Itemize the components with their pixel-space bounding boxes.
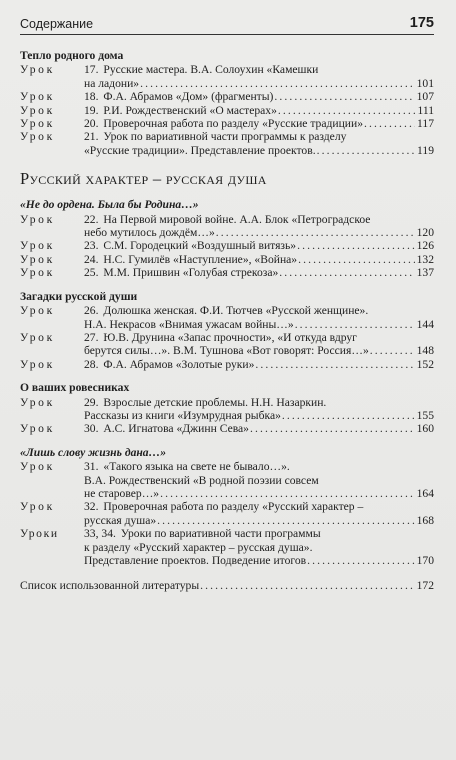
table-of-contents (20, 49, 434, 593)
lesson-number: 26. (84, 304, 99, 318)
entry-text (84, 514, 156, 527)
toc-line (84, 77, 434, 90)
entry-page-number: 144 (416, 317, 434, 331)
lesson-entry (20, 253, 434, 266)
dot-leader (364, 117, 415, 130)
toc-line (84, 144, 434, 157)
entry-text (84, 422, 249, 435)
dot-leader (250, 422, 415, 435)
toc-line (84, 474, 434, 487)
entry-line-text: русская душа» (84, 513, 157, 527)
entry-text (84, 253, 297, 266)
toc-line (84, 527, 434, 540)
toc-line (20, 579, 434, 592)
entry-text (84, 331, 357, 344)
entry-line-text: Проверочная работа по разделу «Русский характер – (103, 500, 364, 514)
lesson-number: 32. (84, 500, 99, 514)
toc-line (84, 304, 434, 317)
entry-page-number: 111 (417, 103, 434, 117)
entry-text (84, 541, 313, 554)
entry-page-number: 119 (417, 143, 434, 157)
lesson-label: Урок (20, 117, 55, 131)
entry-line-text: На Первой мировой войне. А.А. Блок «Петроградское (103, 212, 371, 226)
lesson-entry (20, 90, 434, 103)
entry-text (84, 117, 363, 130)
entry-text (84, 358, 254, 371)
lesson-entry (20, 358, 434, 371)
lesson-label: Урок (20, 266, 55, 280)
entry-text (84, 554, 306, 567)
lesson-number: 22. (84, 212, 99, 226)
toc-line (84, 331, 434, 344)
entry-text (84, 104, 277, 117)
entry-line-text: Рассказы из книги «Изумрудная рыбка» (84, 408, 281, 422)
toc-line (84, 460, 434, 473)
lesson-label: Урок (20, 90, 55, 104)
entry-line-text: Ю.В. Друнина «Запас прочности», «И откуда вдруг (103, 330, 357, 344)
toc-line (84, 500, 434, 513)
entry-line-text: Н.А. Некрасов «Внимая ужасам войны…» (84, 317, 294, 331)
part-title: Русский характер – русская душа (20, 169, 267, 189)
entry-text (84, 63, 318, 76)
entry-page-number: 132 (416, 252, 434, 266)
entry-page-number: 170 (416, 554, 434, 567)
entry-line-text: С.М. Городецкий «Воздушный витязь» (103, 239, 297, 253)
entry-page-number: 126 (416, 239, 434, 253)
toc-line (84, 541, 434, 554)
toc-line (84, 213, 434, 226)
toc-line (84, 90, 434, 103)
entry-line-text: на ладони» (84, 76, 140, 90)
entry-page-number: 164 (416, 486, 434, 500)
toc-line (84, 226, 434, 239)
section-title: «Лишь слову жизнь дана…» (20, 445, 166, 459)
toc-line (84, 318, 434, 331)
lesson-label: Урок (20, 130, 55, 144)
entry-line-text: Ф.А. Абрамов «Дом» (фрагменты) (103, 90, 274, 104)
lesson-label: Урок (20, 212, 55, 226)
toc-line (84, 514, 434, 527)
bibliography-entry (20, 579, 434, 592)
toc-line (84, 409, 434, 422)
page-number: 175 (409, 15, 434, 31)
toc-line (84, 117, 434, 130)
entry-text (84, 213, 370, 226)
entry-line-text: Уроки по вариативной части программы (120, 527, 321, 541)
section-title: Загадки русской души (20, 289, 138, 303)
entry-line-text: Р.И. Рождественский «О мастерах» (103, 103, 277, 117)
dot-leader (307, 554, 415, 567)
toc-section (20, 290, 434, 371)
entry-page-number: 117 (417, 117, 434, 131)
lesson-entry (20, 213, 434, 240)
toc-line (84, 130, 434, 143)
toc-line (84, 63, 434, 76)
lesson-number: 29. (84, 395, 99, 409)
section-title: Тепло родного дома (20, 49, 124, 62)
dot-leader (297, 239, 415, 252)
lesson-number: 27. (84, 330, 99, 344)
lesson-number: 31. (84, 460, 99, 474)
lesson-entry (20, 304, 434, 331)
toc-line (84, 422, 434, 435)
entry-text (84, 344, 369, 357)
section-title: «Не до ордена. Была бы Родина…» (20, 198, 199, 212)
lesson-entry (20, 130, 434, 157)
lesson-label: Урок (20, 103, 55, 117)
entry-page-number: 155 (416, 408, 434, 422)
dot-leader (278, 104, 415, 117)
dot-leader (200, 579, 415, 592)
toc-line (84, 266, 434, 279)
dot-leader (279, 266, 415, 279)
entry-line-text: Взрослые детские проблемы. Н.Н. Назаркин. (103, 395, 327, 409)
lesson-number: 20. (84, 117, 99, 131)
toc-line (84, 487, 434, 500)
entry-page-number: 172 (416, 579, 434, 593)
lesson-number: 21. (84, 130, 99, 144)
lesson-number: 28. (84, 357, 99, 371)
entry-line-text: берутся силы…». В.М. Тушнова «Вот говорят: Россия…» (84, 344, 369, 358)
lesson-label: Урок (20, 304, 55, 318)
entry-page-number: 160 (416, 422, 434, 436)
entry-page-number: 152 (416, 357, 434, 371)
dot-leader (295, 318, 415, 331)
entry-text (84, 460, 290, 473)
toc-line (84, 344, 434, 357)
toc-line (84, 253, 434, 266)
lesson-label: Урок (20, 500, 55, 514)
section-title: О ваших ровесниках (20, 381, 130, 395)
dot-leader (274, 90, 415, 103)
dot-leader (140, 77, 415, 90)
lesson-number: 19. (84, 103, 99, 117)
lesson-label: Уроки (20, 527, 59, 541)
toc-line (84, 104, 434, 117)
lesson-entry (20, 63, 434, 90)
entry-page-number: 120 (416, 226, 434, 240)
entry-text (84, 474, 319, 487)
toc-line (84, 239, 434, 252)
lesson-entry (20, 104, 434, 117)
lesson-entry (20, 460, 434, 500)
entry-line-text: к разделу «Русский характер – русская душа». (84, 540, 313, 554)
entry-text (84, 130, 346, 143)
dot-leader (160, 487, 415, 500)
entry-text (84, 304, 368, 317)
toc-section (20, 198, 434, 279)
lesson-entry (20, 396, 434, 423)
lesson-label: Урок (20, 460, 55, 474)
entry-page-number: 168 (416, 513, 434, 527)
entry-line-text: не старовер…» (84, 486, 160, 500)
entry-text: Список использованной литературы (20, 579, 200, 593)
entry-text (84, 90, 273, 103)
lesson-label: Урок (20, 63, 55, 77)
dot-leader (216, 226, 415, 239)
lesson-entry (20, 422, 434, 435)
dot-leader (157, 514, 415, 527)
entry-text (84, 409, 281, 422)
lesson-entry (20, 500, 434, 527)
dot-leader (255, 358, 415, 371)
lesson-label: Урок (20, 330, 55, 344)
entry-page-number: 107 (416, 90, 434, 104)
entry-line-text: Н.С. Гумилёв «Наступление», «Война» (103, 252, 298, 266)
entry-line-text: Проверочная работа по разделу «Русские традиции» (103, 117, 363, 131)
running-header (20, 0, 434, 35)
lesson-number: 24. (84, 252, 99, 266)
entry-text (84, 396, 326, 409)
toc-line (84, 554, 434, 567)
entry-line-text: М.М. Пришвин «Голубая стрекоза» (103, 266, 279, 280)
entry-text (84, 144, 316, 157)
entry-text (84, 77, 139, 90)
entry-line-text: «Русские традиции». Представление проектов. (84, 143, 316, 157)
entry-line-text: Ф.А. Абрамов «Золотые руки» (103, 357, 255, 371)
running-title: Содержание (20, 17, 94, 31)
lesson-number: 23. (84, 239, 99, 253)
entry-line-text: В.А. Рождественский «В родной поэзии совсем (84, 473, 319, 487)
entry-page-number: 137 (416, 266, 434, 280)
entry-line-text: Урок по вариативной части программы к разделу (103, 130, 347, 144)
entry-line-text: А.С. Игнатова «Джинн Сева» (103, 422, 249, 436)
lesson-entry (20, 266, 434, 279)
entry-line-text: «Такого языка на свете не бывало…». (103, 460, 290, 474)
lesson-label: Урок (20, 252, 55, 266)
toc-section (20, 446, 434, 568)
entry-text (84, 527, 321, 540)
lesson-entry (20, 527, 434, 567)
lesson-label: Урок (20, 395, 55, 409)
toc-section (20, 381, 434, 436)
lesson-label: Урок (20, 357, 55, 371)
lesson-entry (20, 331, 434, 358)
entry-line-text: небо мутилось дождём…» (84, 226, 215, 240)
lesson-number: 25. (84, 266, 99, 280)
dot-leader (370, 344, 415, 357)
dot-leader (317, 144, 415, 157)
entry-page-number: 148 (416, 344, 434, 358)
entry-text (84, 239, 296, 252)
lesson-label: Урок (20, 422, 55, 436)
entry-text (84, 266, 278, 279)
lesson-entry (20, 239, 434, 252)
lesson-entry (20, 117, 434, 130)
lesson-number: 30. (84, 422, 99, 436)
dot-leader (282, 409, 415, 422)
entry-line-text: Представление проектов. Подведение итогов (84, 554, 307, 567)
toc-section (20, 49, 434, 157)
lesson-number: 33, 34. (84, 527, 116, 541)
entry-line-text: Долюшка женская. Ф.И. Тютчев «Русской женщине». (103, 304, 369, 318)
dot-leader (298, 253, 415, 266)
entry-text (84, 226, 215, 239)
entry-page-number: 101 (416, 76, 434, 90)
lesson-number: 17. (84, 63, 99, 77)
entry-line-text: Русские мастера. В.А. Солоухин «Камешки (103, 63, 319, 77)
entry-text (84, 500, 363, 513)
toc-line (84, 358, 434, 371)
entry-text (84, 318, 294, 331)
lesson-label: Урок (20, 239, 55, 253)
lesson-number: 18. (84, 90, 99, 104)
entry-text (84, 487, 159, 500)
toc-line (84, 396, 434, 409)
